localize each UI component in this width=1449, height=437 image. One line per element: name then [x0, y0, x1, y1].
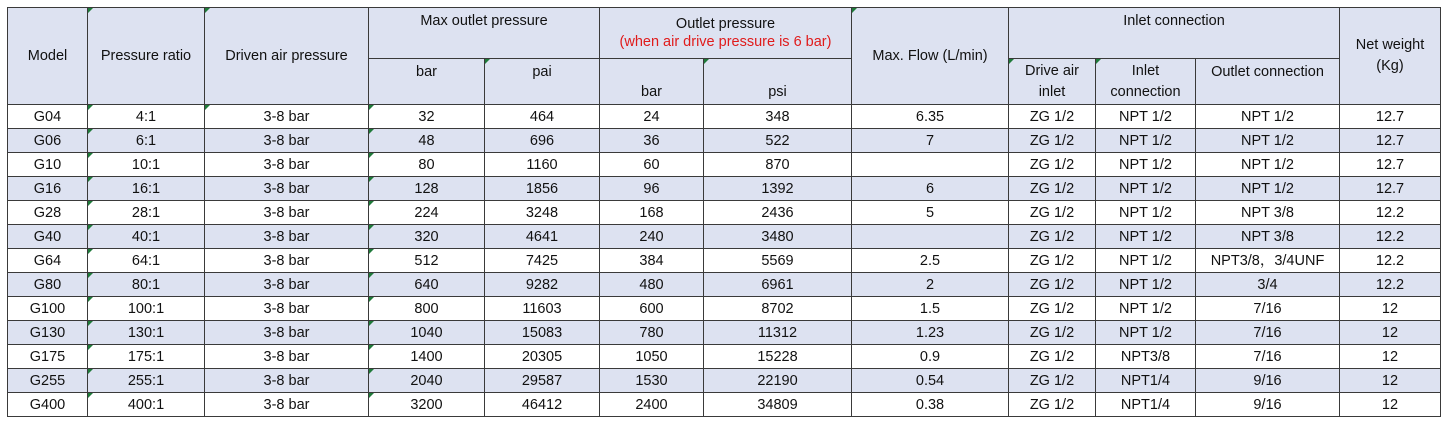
cell-driven: 3-8 bar — [205, 201, 369, 225]
cell-model: G64 — [8, 249, 88, 273]
cell-drive-inlet: ZG 1/2 — [1009, 129, 1096, 153]
header-drive-air-inlet: Drive air inlet — [1009, 59, 1096, 105]
cell-inlet: NPT1/4 — [1096, 369, 1196, 393]
cell-max-pai: 1160 — [485, 153, 600, 177]
cell-drive-inlet: ZG 1/2 — [1009, 369, 1096, 393]
header-max-flow: Max. Flow (L/min) — [852, 8, 1009, 105]
cell-max-bar: 32 — [369, 105, 485, 129]
cell-model: G80 — [8, 273, 88, 297]
cell-max-bar: 224 — [369, 201, 485, 225]
cell-drive-inlet: ZG 1/2 — [1009, 153, 1096, 177]
cell-model: G255 — [8, 369, 88, 393]
cell-weight: 12 — [1340, 321, 1441, 345]
cell-driven: 3-8 bar — [205, 345, 369, 369]
cell-flow: 2.5 — [852, 249, 1009, 273]
cell-max-bar: 512 — [369, 249, 485, 273]
header-outlet-psi: psi — [704, 59, 852, 105]
cell-outlet: NPT 1/2 — [1196, 129, 1340, 153]
cell-ratio: 16:1 — [88, 177, 205, 201]
cell-out-psi: 34809 — [704, 393, 852, 417]
cell-weight: 12.2 — [1340, 225, 1441, 249]
cell-flow — [852, 225, 1009, 249]
cell-model: G10 — [8, 153, 88, 177]
table-row — [8, 249, 1441, 273]
cell-max-pai: 29587 — [485, 369, 600, 393]
cell-out-psi: 22190 — [704, 369, 852, 393]
cell-inlet: NPT 1/2 — [1096, 129, 1196, 153]
cell-outlet: 3/4 — [1196, 273, 1340, 297]
cell-ratio: 175:1 — [88, 345, 205, 369]
cell-driven: 3-8 bar — [205, 249, 369, 273]
table-row — [8, 345, 1441, 369]
table-row — [8, 153, 1441, 177]
cell-drive-inlet: ZG 1/2 — [1009, 177, 1096, 201]
cell-max-bar: 48 — [369, 129, 485, 153]
header-net-weight: Net weight (Kg) — [1340, 8, 1441, 105]
header-inlet-connection: Inlet connection — [1009, 8, 1340, 59]
cell-out-bar: 240 — [600, 225, 704, 249]
cell-inlet: NPT 1/2 — [1096, 153, 1196, 177]
cell-drive-inlet: ZG 1/2 — [1009, 249, 1096, 273]
cell-weight: 12.2 — [1340, 273, 1441, 297]
cell-drive-inlet: ZG 1/2 — [1009, 273, 1096, 297]
cell-inlet: NPT 1/2 — [1096, 105, 1196, 129]
cell-weight: 12 — [1340, 345, 1441, 369]
cell-outlet: 9/16 — [1196, 393, 1340, 417]
cell-inlet: NPT1/4 — [1096, 393, 1196, 417]
cell-outlet: NPT3/8，3/4UNF — [1196, 249, 1340, 273]
cell-outlet: NPT 3/8 — [1196, 225, 1340, 249]
header-pressure-ratio: Pressure ratio — [88, 8, 205, 105]
cell-out-psi: 5569 — [704, 249, 852, 273]
cell-drive-inlet: ZG 1/2 — [1009, 297, 1096, 321]
cell-ratio: 6:1 — [88, 129, 205, 153]
cell-max-pai: 1856 — [485, 177, 600, 201]
cell-out-bar: 480 — [600, 273, 704, 297]
cell-max-pai: 696 — [485, 129, 600, 153]
cell-driven: 3-8 bar — [205, 297, 369, 321]
cell-flow: 0.54 — [852, 369, 1009, 393]
cell-flow: 2 — [852, 273, 1009, 297]
spec-table — [7, 7, 1441, 417]
cell-max-pai: 46412 — [485, 393, 600, 417]
cell-max-bar: 640 — [369, 273, 485, 297]
cell-max-bar: 1400 — [369, 345, 485, 369]
header-max-outlet-pressure: Max outlet pressure — [369, 8, 600, 59]
header-max-outlet-bar: bar — [369, 59, 485, 105]
cell-out-psi: 15228 — [704, 345, 852, 369]
table-row — [8, 297, 1441, 321]
cell-out-bar: 24 — [600, 105, 704, 129]
cell-out-psi: 522 — [704, 129, 852, 153]
cell-model: G06 — [8, 129, 88, 153]
cell-max-pai: 20305 — [485, 345, 600, 369]
cell-ratio: 400:1 — [88, 393, 205, 417]
cell-weight: 12.7 — [1340, 105, 1441, 129]
cell-max-pai: 7425 — [485, 249, 600, 273]
cell-flow: 7 — [852, 129, 1009, 153]
cell-driven: 3-8 bar — [205, 321, 369, 345]
cell-weight: 12 — [1340, 393, 1441, 417]
cell-outlet: NPT 1/2 — [1196, 177, 1340, 201]
cell-out-psi: 8702 — [704, 297, 852, 321]
cell-max-pai: 11603 — [485, 297, 600, 321]
cell-inlet: NPT 1/2 — [1096, 177, 1196, 201]
cell-model: G100 — [8, 297, 88, 321]
table-row — [8, 369, 1441, 393]
cell-model: G175 — [8, 345, 88, 369]
cell-flow — [852, 153, 1009, 177]
cell-out-bar: 600 — [600, 297, 704, 321]
cell-weight: 12.7 — [1340, 177, 1441, 201]
cell-outlet: 9/16 — [1196, 369, 1340, 393]
header-outlet-pressure — [600, 8, 852, 59]
cell-out-bar: 1530 — [600, 369, 704, 393]
cell-model: G40 — [8, 225, 88, 249]
cell-out-bar: 168 — [600, 201, 704, 225]
table-row — [8, 201, 1441, 225]
cell-max-bar: 320 — [369, 225, 485, 249]
cell-ratio: 10:1 — [88, 153, 205, 177]
cell-inlet: NPT 1/2 — [1096, 273, 1196, 297]
cell-drive-inlet: ZG 1/2 — [1009, 105, 1096, 129]
header-outlet-pressure-label: Outlet pressure — [675, 16, 776, 32]
cell-drive-inlet: ZG 1/2 — [1009, 201, 1096, 225]
cell-ratio: 80:1 — [88, 273, 205, 297]
header-outlet-connection: Outlet connection — [1196, 59, 1340, 105]
cell-driven: 3-8 bar — [205, 273, 369, 297]
cell-weight: 12.7 — [1340, 153, 1441, 177]
cell-inlet: NPT 1/2 — [1096, 249, 1196, 273]
cell-out-bar: 96 — [600, 177, 704, 201]
cell-out-bar: 60 — [600, 153, 704, 177]
cell-out-psi: 6961 — [704, 273, 852, 297]
header-max-outlet-pai: pai — [485, 59, 600, 105]
cell-out-psi: 870 — [704, 153, 852, 177]
header-inlet-connection-sub: Inlet connection — [1096, 59, 1196, 105]
cell-max-bar: 1040 — [369, 321, 485, 345]
cell-max-bar: 3200 — [369, 393, 485, 417]
cell-ratio: 40:1 — [88, 225, 205, 249]
cell-out-bar: 1050 — [600, 345, 704, 369]
cell-model: G16 — [8, 177, 88, 201]
cell-drive-inlet: ZG 1/2 — [1009, 345, 1096, 369]
cell-weight: 12.2 — [1340, 201, 1441, 225]
header-model: Model — [8, 8, 88, 105]
cell-flow: 1.5 — [852, 297, 1009, 321]
table-row — [8, 393, 1441, 417]
cell-max-bar: 80 — [369, 153, 485, 177]
cell-weight: 12.2 — [1340, 249, 1441, 273]
cell-driven: 3-8 bar — [205, 393, 369, 417]
cell-ratio: 28:1 — [88, 201, 205, 225]
cell-outlet: NPT 1/2 — [1196, 153, 1340, 177]
cell-drive-inlet: ZG 1/2 — [1009, 225, 1096, 249]
cell-ratio: 255:1 — [88, 369, 205, 393]
cell-flow: 0.38 — [852, 393, 1009, 417]
cell-model: G130 — [8, 321, 88, 345]
cell-drive-inlet: ZG 1/2 — [1009, 321, 1096, 345]
cell-inlet: NPT3/8 — [1096, 345, 1196, 369]
header-outlet-bar: bar — [600, 59, 704, 105]
cell-model: G04 — [8, 105, 88, 129]
cell-out-bar: 2400 — [600, 393, 704, 417]
cell-driven: 3-8 bar — [205, 105, 369, 129]
cell-weight: 12 — [1340, 297, 1441, 321]
cell-outlet: NPT 1/2 — [1196, 105, 1340, 129]
table-row — [8, 321, 1441, 345]
table-row — [8, 177, 1441, 201]
cell-max-pai: 464 — [485, 105, 600, 129]
cell-inlet: NPT 1/2 — [1096, 321, 1196, 345]
cell-out-bar: 36 — [600, 129, 704, 153]
cell-inlet: NPT 1/2 — [1096, 225, 1196, 249]
header-driven-air-pressure: Driven air pressure — [205, 8, 369, 105]
cell-driven: 3-8 bar — [205, 225, 369, 249]
cell-out-psi: 3480 — [704, 225, 852, 249]
cell-out-psi: 2436 — [704, 201, 852, 225]
cell-weight: 12.7 — [1340, 129, 1441, 153]
cell-ratio: 64:1 — [88, 249, 205, 273]
cell-driven: 3-8 bar — [205, 177, 369, 201]
cell-inlet: NPT 1/2 — [1096, 297, 1196, 321]
header-outlet-pressure-note: (when air drive pressure is 6 bar) — [619, 34, 832, 50]
cell-max-pai: 3248 — [485, 201, 600, 225]
cell-inlet: NPT 1/2 — [1096, 201, 1196, 225]
cell-drive-inlet: ZG 1/2 — [1009, 393, 1096, 417]
cell-out-bar: 780 — [600, 321, 704, 345]
cell-out-psi: 348 — [704, 105, 852, 129]
table-row — [8, 273, 1441, 297]
cell-out-psi: 11312 — [704, 321, 852, 345]
cell-ratio: 100:1 — [88, 297, 205, 321]
cell-max-pai: 15083 — [485, 321, 600, 345]
table-row — [8, 129, 1441, 153]
cell-flow: 6 — [852, 177, 1009, 201]
cell-ratio: 130:1 — [88, 321, 205, 345]
cell-max-bar: 2040 — [369, 369, 485, 393]
cell-outlet: 7/16 — [1196, 345, 1340, 369]
cell-model: G28 — [8, 201, 88, 225]
cell-weight: 12 — [1340, 369, 1441, 393]
cell-driven: 3-8 bar — [205, 369, 369, 393]
cell-outlet: 7/16 — [1196, 297, 1340, 321]
cell-flow: 0.9 — [852, 345, 1009, 369]
cell-ratio: 4:1 — [88, 105, 205, 129]
cell-max-bar: 800 — [369, 297, 485, 321]
cell-max-bar: 128 — [369, 177, 485, 201]
cell-max-pai: 9282 — [485, 273, 600, 297]
cell-driven: 3-8 bar — [205, 153, 369, 177]
cell-out-psi: 1392 — [704, 177, 852, 201]
cell-model: G400 — [8, 393, 88, 417]
cell-driven: 3-8 bar — [205, 129, 369, 153]
cell-max-pai: 4641 — [485, 225, 600, 249]
table-row — [8, 225, 1441, 249]
cell-outlet: 7/16 — [1196, 321, 1340, 345]
table-row — [8, 105, 1441, 129]
cell-flow: 5 — [852, 201, 1009, 225]
cell-out-bar: 384 — [600, 249, 704, 273]
cell-outlet: NPT 3/8 — [1196, 201, 1340, 225]
cell-flow: 6.35 — [852, 105, 1009, 129]
cell-flow: 1.23 — [852, 321, 1009, 345]
